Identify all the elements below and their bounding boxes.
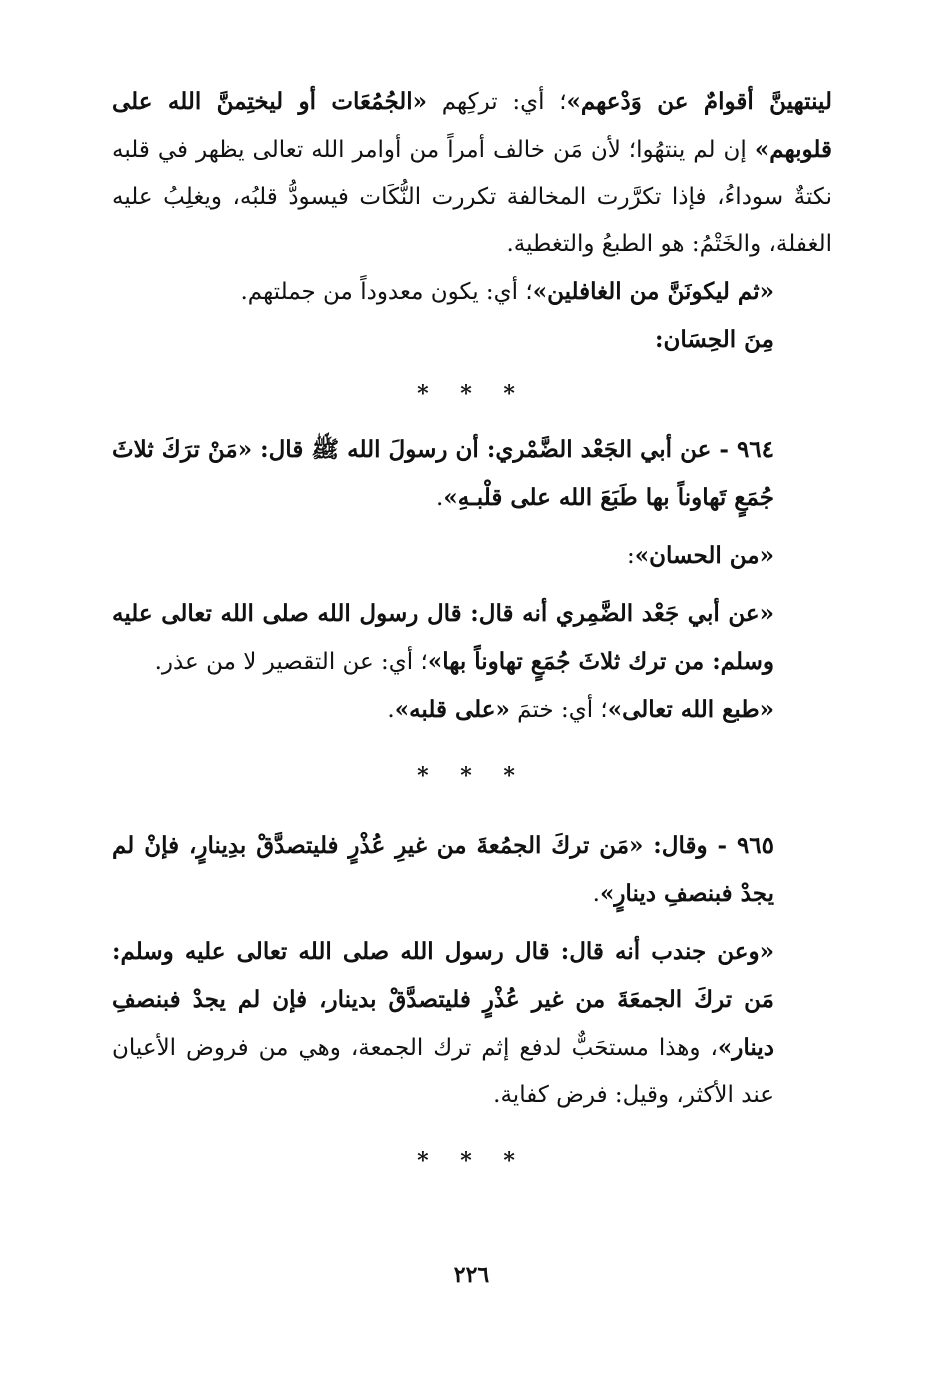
separator-stars: * * * [417, 1148, 527, 1174]
paragraph-sealed [112, 686, 832, 734]
separator-stars: * * * [417, 763, 527, 789]
punctuation: . [592, 881, 600, 907]
commentary-text: ، وهذا مستحَبٌّ لدفع إثم ترك الجمعة، وهي من فروض الأعيان عند الأكثر، وقيل: فرض كفاية. [112, 1035, 774, 1108]
commentary-text: ؛ أي: يكون معدوداً من جملتهم. [240, 279, 533, 305]
quoted-hadith-text: «على قلبه» [394, 696, 510, 723]
commentary-text: ؛ أي: عن التقصير لا من عذر. [154, 649, 428, 675]
page-body [112, 78, 832, 1207]
punctuation: : [627, 543, 635, 569]
commentary-text: ؛ أي: تركِهم [427, 89, 567, 115]
section-heading-hisan [112, 316, 832, 364]
section-heading-hisan-quoted [112, 532, 832, 580]
paragraph-heedless [112, 268, 832, 316]
paragraph-commentary-friday [112, 78, 832, 268]
quoted-heading-text: «من الحسان» [634, 542, 774, 569]
hadith-964 [112, 426, 832, 522]
quoted-hadith-text: «طبع الله تعالى» [607, 696, 774, 723]
quoted-hadith-text: لينتهينَّ أقوامٌ عن وَدْعهم» [566, 88, 832, 115]
section-heading-text: مِنَ الحِسَان: [655, 326, 774, 353]
quoted-hadith-text: «عن أبي جَعْد الضَّمِري أنه قال: قال رسول الله صلى الله تعالى عليه وسلم: من ترك ثلاثَ جُمَعٍ تهاوناً بها» [112, 600, 774, 675]
punctuation: . [387, 697, 395, 723]
commentary-text: ؛ أي: ختمَ [509, 697, 608, 723]
hadith-text: ٩٦٤ - عن أبي الجَعْد الضَّمْري: أن رسولَ الله ﷺ قال: «مَنْ ترَكَ ثلاثَ جُمَعٍ تَهاوناً بها طَبَعَ الله على قلْبـهِ» [112, 436, 774, 511]
paragraph-commentary-965 [112, 928, 832, 1119]
hadith-965 [112, 822, 832, 918]
punctuation: . [436, 485, 444, 511]
page-number: ٢٢٦ [453, 1262, 490, 1288]
quoted-hadith-text: «وعن جندب أنه قال: قال رسول الله صلى الله تعالى عليه وسلم: مَن تركَ الجمعَةَ من غير عُذْرٍ فليتصدَّقْ بدينار، فإن لم يجدْ فبنصفِ دينار» [112, 938, 774, 1061]
commentary-text: إن لم ينتهُوا؛ لأن مَن خالف أمراً من أوامر الله تعالى يظهر في قلبه نكتةٌ سوداءُ، فإذا تكرَّرت المخالفة تكررت النُّكَات فيسودُّ قلبُه، ويغلِبُ عليه الغفلة، والخَتْمُ: هو الطبعُ والتغطية. [112, 137, 832, 257]
separator-stars: * * * [417, 381, 527, 407]
hadith-text: ٩٦٥ - وقال: «مَن تركَ الجمُعةَ من غيرِ عُذْرٍ فليتصدَّقْ بدِينارٍ، فإنْ لم يجدْ فبنصفِ دينارٍ» [112, 832, 774, 907]
quoted-hadith-text: «الجُمُعَات أو ليختِمنَّ الله على قلوبهم» [112, 88, 832, 163]
paragraph-commentary-964 [112, 590, 832, 686]
quoted-hadith-text: «ثم ليكونَنَّ من الغافلين» [532, 278, 774, 305]
